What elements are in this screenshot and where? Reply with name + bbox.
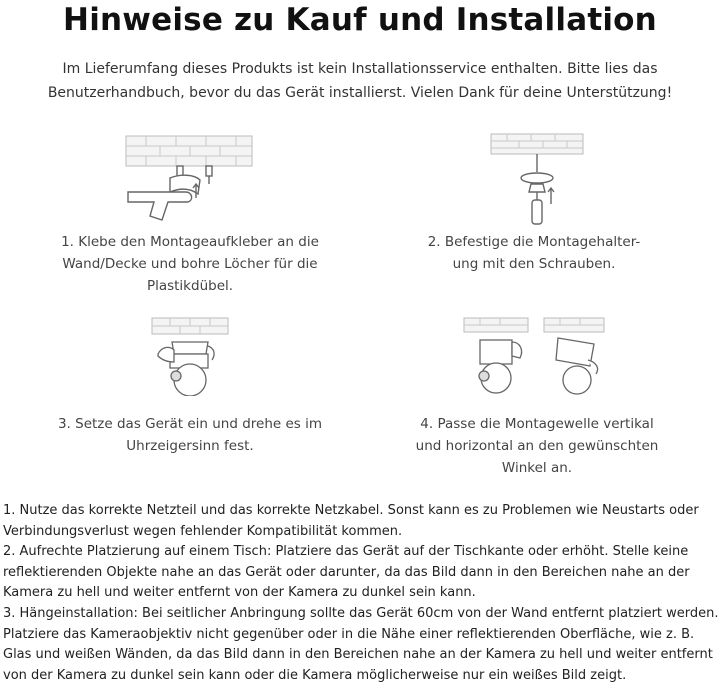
note-line: Kamera zu hell und weiter entfernt von der Kamera zu dunkel sein kann.	[3, 585, 476, 601]
camera-twist-icon	[150, 316, 230, 396]
screwdriver-mount-icon	[487, 132, 587, 227]
caption-line: Uhrzeigersinn fest.	[126, 438, 254, 454]
caption-line: und horizontal an den gewünschten	[415, 438, 659, 454]
step-3-caption	[40, 413, 340, 457]
caption-line: 3. Setze das Gerät ein und drehe es im	[57, 416, 323, 432]
note-line: von der Kamera zu dunkel sein kann oder die Kamera möglicherweise nur ein weißes Bild zeigt.	[3, 667, 627, 683]
note-line: reflektierenden Objekte nahe an das Gerät oder darunter, da das Bild dann in den Bereichen nahe an der	[3, 564, 690, 580]
note-line: Glas und weißen Wänden, da das Bild dann in den Bereichen nahe an der Kamera zu hell und weiter entfernt	[3, 647, 713, 663]
notes-section	[3, 501, 719, 686]
caption-line: Plastikdübel.	[146, 278, 234, 294]
caption-line: Wand/Decke und bohre Löcher für die	[62, 256, 318, 272]
intro-line: Benutzerhandbuch, bevor du das Gerät installierst. Vielen Dank für deine Unterstützung!	[47, 85, 673, 101]
drill-ceiling-icon	[120, 132, 260, 222]
caption-line: 2. Befestige die Montagehalter-	[427, 234, 641, 250]
intro-line: Im Lieferumfang dieses Produkts ist kein Installationsservice enthalten. Bitte lies das	[62, 61, 658, 77]
step-1-caption	[40, 231, 340, 297]
note-line: 3. Hängeinstallation: Bei seitlicher Anbringung sollte das Gerät 60cm von der Wand entfernt platziert werden.	[3, 605, 719, 621]
note-line: 1. Nutze das korrekte Netzteil und das korrekte Netzkabel. Sonst kann es zu Problemen wie Neustarts oder	[3, 503, 699, 518]
page-title: Hinweise zu Kauf und Installation	[63, 2, 657, 38]
caption-line: 4. Passe die Montagewelle vertikal	[420, 416, 654, 432]
note-line: Platziere das Kameraobjektiv nicht gegenüber oder in die Nähe einer reflektierenden Oberfläche, wie z. B.	[3, 626, 695, 642]
camera-adjust-icon	[462, 316, 607, 396]
caption-line: Winkel an.	[501, 460, 573, 476]
note-line: 2. Aufrechte Platzierung auf einem Tisch: Platziere das Gerät auf der Tischkante oder erhöht. Stelle keine	[3, 544, 689, 560]
caption-line: 1. Klebe den Montageaufkleber an die	[61, 234, 319, 250]
intro-text	[30, 57, 690, 105]
step-2-caption	[384, 231, 684, 275]
step-4-caption	[387, 413, 687, 479]
caption-line: ung mit den Schrauben.	[452, 256, 616, 272]
note-line: Verbindungsverlust wegen fehlender Kompatibilität kommen.	[3, 523, 403, 539]
